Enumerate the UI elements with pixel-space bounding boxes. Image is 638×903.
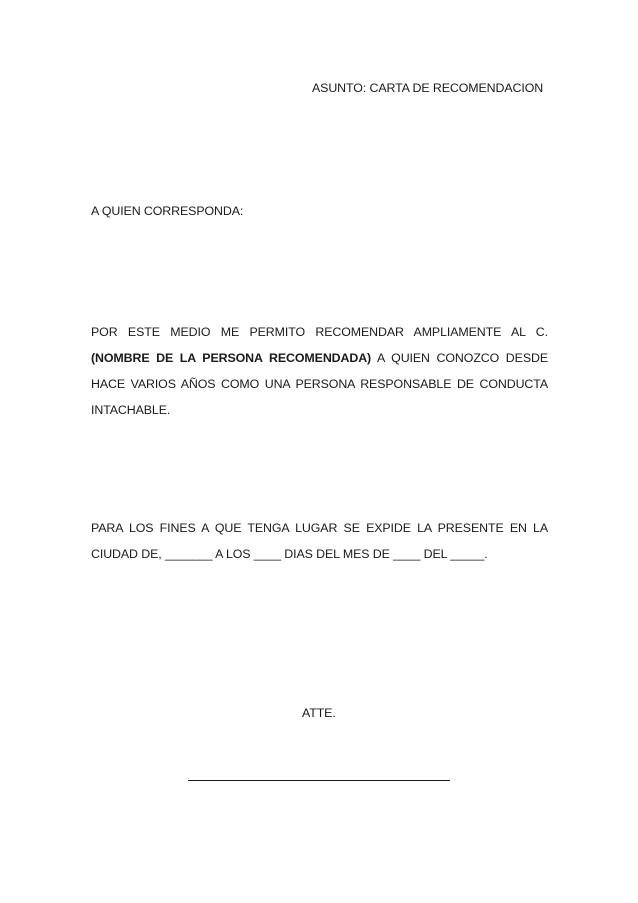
paragraph-line: CIUDAD DE, _______ A LOS ____ DIAS DEL MES DE ____ DEL _____. [91,547,488,561]
letter-closing: ATTE. [302,706,336,720]
recommendation-paragraph [91,319,548,423]
paragraph-line: HACE VARIOS AÑOS COMO UNA PERSONA RESPONSABLE DE CONDUCTA [91,377,548,391]
recommended-person-name-placeholder: (NOMBRE DE LA PERSONA RECOMENDADA) [91,351,372,365]
signature-line [188,780,450,781]
paragraph-line [91,345,548,371]
paragraph-line: INTACHABLE. [91,403,171,417]
paragraph-text: A QUIEN CONOZCO DESDE [371,351,548,365]
issuance-paragraph [91,515,548,567]
paragraph-line: PARA LOS FINES A QUE TENGA LUGAR SE EXPIDE LA PRESENTE EN LA [91,521,548,535]
paragraph-line: POR ESTE MEDIO ME PERMITO RECOMENDAR AMPLIAMENTE AL C. [91,325,548,339]
letter-subject: ASUNTO: CARTA DE RECOMENDACION [312,81,544,95]
letter-greeting: A QUIEN CORRESPONDA: [91,204,244,218]
